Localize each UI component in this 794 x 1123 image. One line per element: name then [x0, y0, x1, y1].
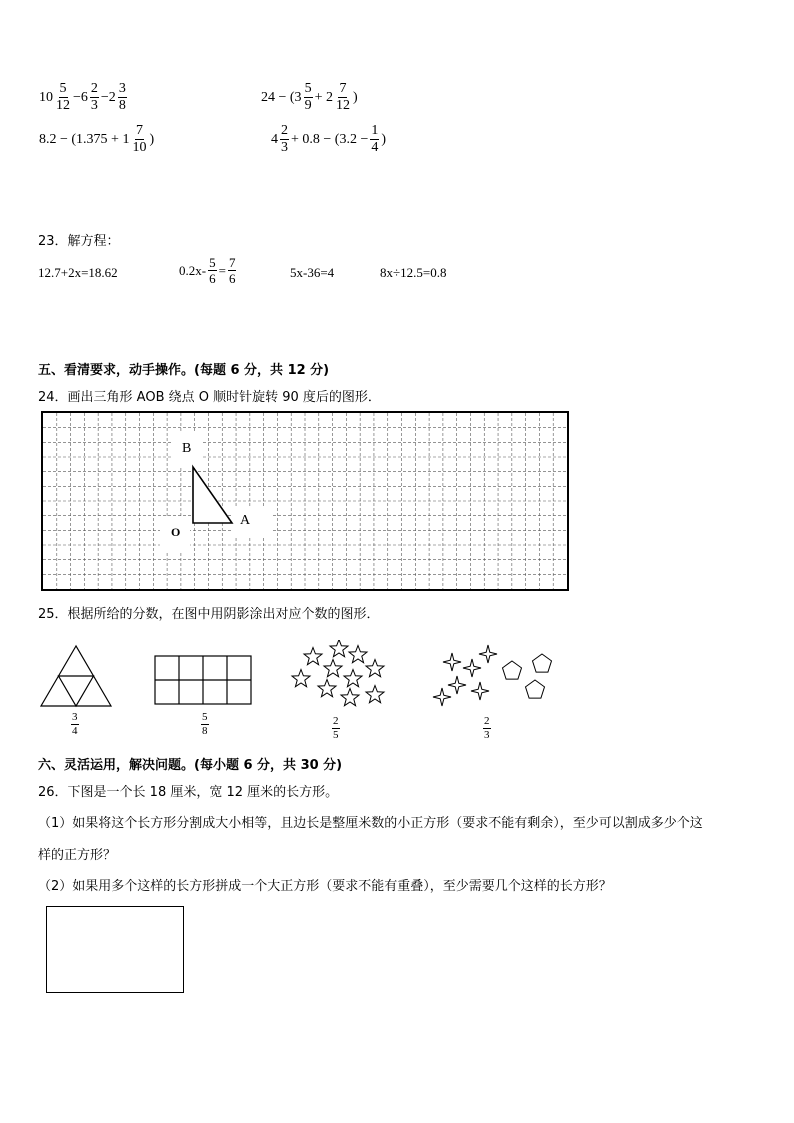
expr-middle: + 0.8 − (3.2 −: [291, 131, 369, 147]
equals-sign: =: [218, 262, 226, 278]
denominator: 3: [281, 140, 288, 155]
denominator: 4: [371, 140, 379, 155]
fraction: [55, 82, 71, 113]
numerator: 5: [209, 255, 216, 270]
numerator: 3: [72, 711, 78, 723]
star-shape: [366, 686, 384, 703]
pentagon-shape: [503, 661, 522, 679]
sparkle-shape: [433, 688, 451, 706]
triangle-aob: [193, 467, 232, 523]
expr-suffix: ): [352, 89, 358, 105]
star-shape: [324, 660, 342, 677]
numerator: 7: [135, 123, 143, 138]
grid-svg: [43, 413, 567, 589]
numerator: 5: [202, 711, 208, 723]
denominator: 3: [90, 98, 98, 113]
fraction: [131, 124, 147, 155]
q26-part-1-line-1: （1）如果将这个长方形分割成大小相等，且边长是整厘米数的小正方形（要求不能有剩余），至少可以割成多少个这: [38, 816, 703, 831]
calc-expression-1: [38, 82, 128, 113]
operator-term: −6: [73, 89, 88, 105]
label-a-background: [231, 507, 271, 537]
inner-triangle: [59, 676, 94, 706]
sparkle-shape: [479, 645, 497, 663]
star-shape: [304, 648, 322, 665]
denominator: 3: [484, 729, 490, 741]
q25-fraction-4: [482, 716, 492, 741]
q26-part-2: （2）如果用多个这样的长方形拼成一个大正方形（要求不能有重叠），至少需要几个这样的长方形？: [38, 879, 612, 894]
section-6-title: 六、灵活运用，解决问题。(每小题 6 分，共 30 分): [38, 758, 343, 773]
numerator: 5: [59, 81, 67, 96]
numerator: 5: [304, 81, 312, 96]
pentagon-group: [503, 654, 552, 698]
q26-rectangle: [46, 906, 184, 993]
numerator: 2: [281, 123, 288, 138]
divided-triangle: [41, 646, 111, 706]
q23-equation-1: 12.7+2x=18.62: [38, 265, 118, 280]
numerator: 1: [371, 123, 379, 138]
operator-term: −2: [100, 89, 116, 105]
fraction: [280, 124, 289, 155]
star-shape: [330, 640, 348, 657]
sparkle-shape: [471, 682, 489, 700]
expr-middle: + 2: [314, 89, 333, 105]
star-shape: [344, 670, 362, 687]
pentagon-shape: [526, 680, 545, 698]
expr-prefix: 24 − (3: [261, 89, 302, 105]
fraction: [228, 256, 237, 285]
calc-expression-2: [260, 82, 359, 113]
sparkle-shape: [443, 653, 461, 671]
rotation-grid: [41, 411, 569, 591]
denominator: 12: [56, 98, 70, 113]
sparkle-shape: [448, 676, 466, 694]
q23-equation-3: 5x-36=4: [290, 265, 335, 280]
star-shape: [318, 680, 336, 697]
fraction: [370, 124, 379, 155]
expr-suffix: ): [149, 131, 155, 147]
grid-lines: [43, 413, 567, 589]
fraction: [90, 82, 99, 113]
denominator: 4: [72, 725, 78, 737]
calc-expression-3: [38, 124, 155, 155]
denominator: 5: [333, 729, 339, 741]
denominator: 12: [335, 98, 350, 113]
sparkle-shape: [463, 659, 481, 677]
denominator: 8: [118, 98, 126, 113]
label-b: B: [182, 441, 192, 456]
numerator: 2: [333, 715, 339, 727]
q25-fraction-2: [200, 712, 210, 737]
label-o: O: [171, 525, 181, 539]
denominator: 6: [209, 271, 216, 286]
q23-equation-2: [178, 256, 237, 285]
whole-10: 10: [39, 89, 53, 105]
sparkle-group: [433, 645, 497, 706]
q26-title: 26．下图是一个长 18 厘米，宽 12 厘米的长方形。: [38, 785, 339, 800]
expr-suffix: ): [381, 131, 387, 147]
star-shape: [366, 660, 384, 677]
numerator: 2: [484, 715, 490, 727]
label-a: A: [240, 513, 251, 528]
q25-figures: [38, 640, 598, 710]
expr-prefix: 8.2 − (1.375 + 1: [39, 131, 130, 147]
q23-title: 23．解方程：: [38, 234, 120, 249]
star-group: [292, 640, 384, 706]
eq-prefix: 0.2x-: [179, 262, 207, 278]
fraction: [304, 82, 313, 113]
numerator: 7: [339, 81, 347, 96]
q25-fraction-1: [70, 712, 80, 737]
numerator: 3: [118, 81, 126, 96]
calc-expression-4: [270, 124, 387, 155]
whole-4: 4: [271, 131, 278, 147]
star-shape: [341, 689, 359, 706]
q25-fraction-3: [331, 716, 341, 741]
denominator: 8: [202, 725, 208, 737]
denominator: 9: [304, 98, 312, 113]
fraction: [335, 82, 351, 113]
fraction: [208, 256, 217, 285]
pentagon-shape: [533, 654, 552, 672]
divided-rectangle: [155, 656, 251, 704]
fraction: [118, 82, 127, 113]
star-shape: [292, 670, 310, 687]
q24-title: 24．画出三角形 AOB 绕点 O 顺时针旋转 90 度后的图形．: [38, 390, 381, 405]
denominator: 10: [132, 140, 147, 155]
q25-title: 25．根据所给的分数，在图中用阴影涂出对应个数的图形．: [38, 607, 380, 622]
numerator: 7: [228, 255, 236, 270]
denominator: 6: [228, 271, 236, 286]
section-5-title: 五、看清要求，动手操作。(每题 6 分，共 12 分): [38, 363, 330, 378]
q23-equation-4: 8x÷12.5=0.8: [380, 265, 447, 280]
star-shape: [349, 646, 367, 663]
numerator: 2: [90, 81, 98, 96]
q26-part-1-line-2: 样的正方形？: [38, 848, 117, 863]
